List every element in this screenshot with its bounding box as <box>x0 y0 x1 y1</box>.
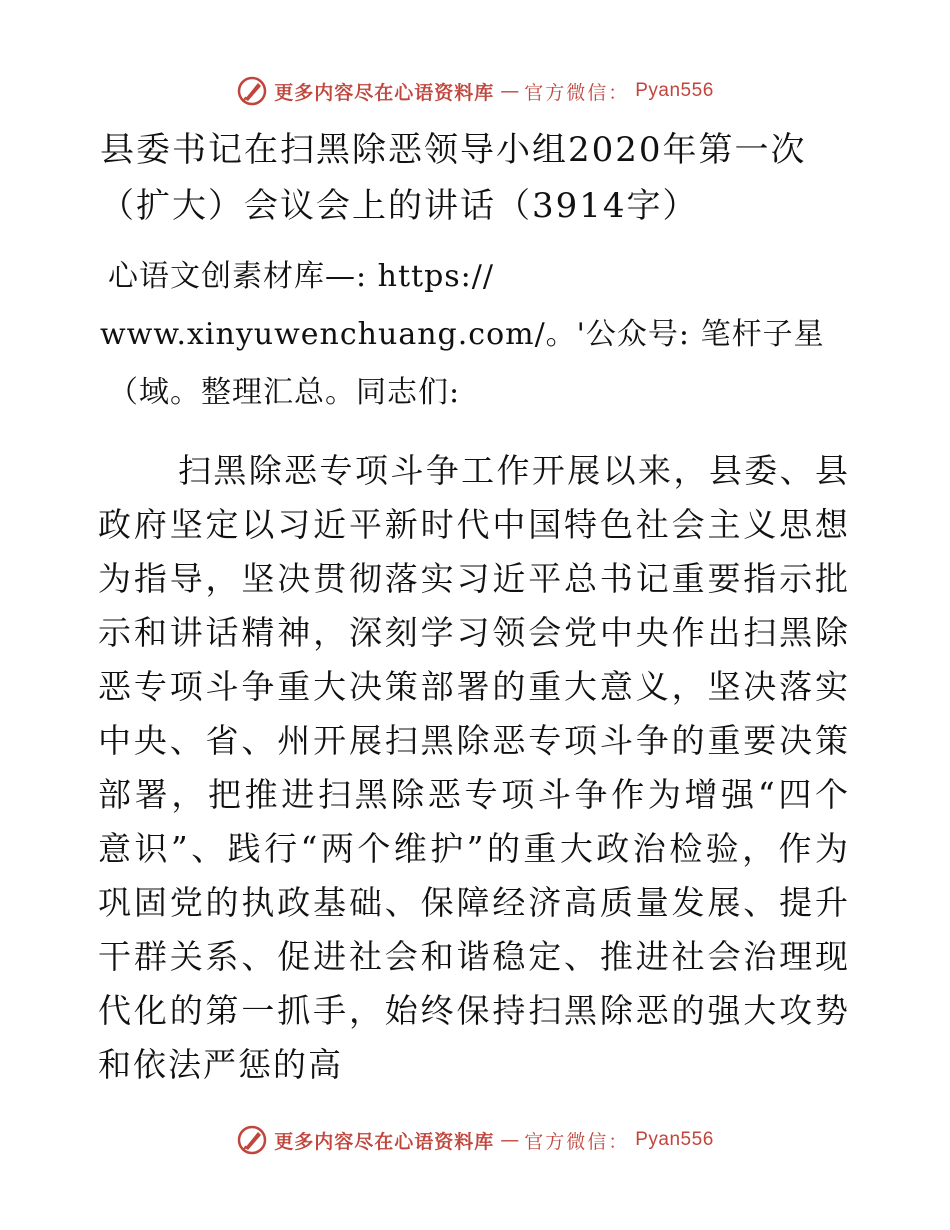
banner-separator: — <box>500 1129 519 1151</box>
banner-wechat-label: 官方微信： <box>524 1130 630 1153</box>
quill-pen-icon <box>236 1124 268 1156</box>
banner-wechat-id: Pyan556 <box>635 1129 714 1150</box>
banner-separator: — <box>500 80 519 102</box>
header-banner <box>0 75 950 107</box>
footer-banner <box>0 1124 950 1156</box>
body-paragraph: 扫黑除恶专项斗争工作开展以来，县委、县政府坚定以习近平新时代中国特色社会主义思想为指导，坚决贯彻落实习近平总书记重要指示批示和讲话精神，深刻学习领会党中央作出扫黑除恶专项斗争重大决策部署的重大意义，坚决落实中央、省、州开展扫黑除恶专项斗争的重要决策部署，把推进扫黑除恶专项斗争作为增强“四个意识”、践行“两个维护”的重大政治检验，作为巩固党的执政基础、保障经济高质量发展、提升干群关系、促进社会和谐稳定、推进社会治理现代化的第一抓手，始终保持扫黑除恶的强大攻势和依法严惩的高 <box>98 451 850 1084</box>
banner-wechat-label: 官方微信： <box>524 81 630 104</box>
banner-wechat-id: Pyan556 <box>635 80 714 101</box>
document-title: 县委书记在扫黑除恶领导小组2020年第一次（扩大）会议会上的讲话（3914字） <box>100 130 807 226</box>
banner-brand-text: 更多内容尽在心语资料库 <box>274 1130 495 1153</box>
source-block <box>100 248 880 422</box>
source-url-line: www.xinyuwenchuang.com/。'公众号: 笔杆子星 <box>100 317 825 352</box>
quill-pen-icon <box>236 75 268 107</box>
banner-brand-text: 更多内容尽在心语资料库 <box>274 81 495 104</box>
source-line: 心语文创素材库—: https:// <box>108 259 494 294</box>
salutation-line: （域。整理汇总。同志们: <box>108 375 461 410</box>
